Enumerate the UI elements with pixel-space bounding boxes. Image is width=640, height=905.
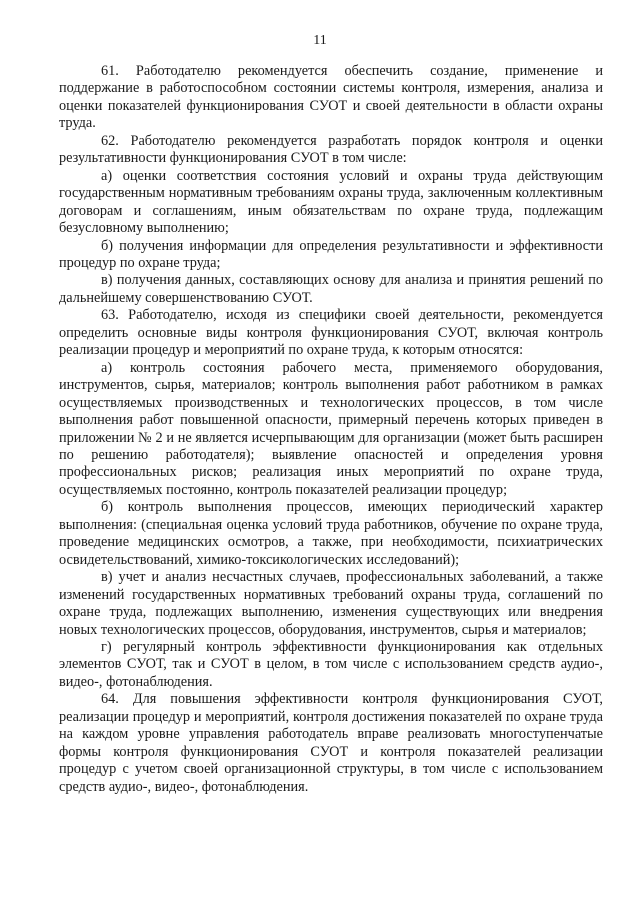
paragraph-62-item-b: б) получения информации для определения результативности и эффективности процедур по охране труда; (59, 237, 603, 271)
paragraph-63-item-b: б) контроль выполнения процессов, имеющих периодический характер выполнения: (специальная оценка условий труда работников, обучение по охране труда, проведение медицинских осмотров, а также, при необходимости, психиатрических освидетельствований, химико-токсикологических исследований); (59, 499, 603, 568)
paragraph-64: 64. Для повышения эффективности контроля функционирования СУОТ, реализации процедур и мероприятий, контроля достижения показателей по охране труда на каждом уровне управления работодатель вправе реализовать многоступенчатые формы контроля функционирования СУОТ и контроля показателей реализации процедур с учетом своей организационной структуры, в том числе с использованием средств аудио-, видео-, фотонаблюдения. (59, 691, 603, 795)
page-number: 11 (313, 33, 327, 48)
paragraph-62-item-c: в) получения данных, составляющих основу для анализа и принятия решений по дальнейшему совершенствованию СУОТ. (59, 272, 603, 306)
paragraph-61: 61. Работодателю рекомендуется обеспечить создание, применение и поддержание в работоспособном состоянии системы контроля, измерения, анализа и оценки показателей функционирования СУОТ и своей деятельности в области охраны труда. (59, 63, 603, 132)
paragraph-62: 62. Работодателю рекомендуется разработать порядок контроля и оценки результативности функционирования СУОТ в том числе: (59, 132, 603, 167)
paragraph-63-item-a: а) контроль состояния рабочего места, применяемого оборудования, инструментов, сырья, материалов; контроль выполнения работ работником в рамках осуществляемых производственных и технологических процессов, в том числе выполнения работ повышенной опасности, примерный перечень которых приведен в приложении № 2 и не является исчерпывающим для организации (может быть расширен по решению работодателя); выявление опасностей и определения уровня профессиональных рисков; реализация иных мероприятий по охране труда, осуществляемых постоянно, контроль показателей реализации процедур; (59, 359, 603, 498)
paragraph-63-item-d: г) регулярный контроль эффективности функционирования как отдельных элементов СУОТ, так и СУОТ в целом, в том числе с использованием средств аудио-, видео-, фотонаблюдения. (59, 638, 603, 690)
paragraph-63: 63. Работодателю, исходя из специфики своей деятельности, рекомендуется определить основные виды контроля функционирования СУОТ, включая контроль реализации процедур и мероприятий по охране труда, к которым относятся: (59, 307, 603, 359)
document-body (59, 63, 603, 796)
paragraph-62-item-a: а) оценки соответствия состояния условий и охраны труда действующим государственным нормативным требованиям охраны труда, заключенным коллективным договорам и соглашениям, иным обязательствам по охране труда, подлежащим безусловному выполнению; (59, 167, 603, 237)
paragraph-63-item-c: в) учет и анализ несчастных случаев, профессиональных заболеваний, а также изменений государственных нормативных требований охраны труда, соглашений по охране труда, подлежащих выполнению, изменения существующих или внедрения новых технологических процессов, оборудования, инструментов, сырья и материалов; (59, 569, 603, 638)
